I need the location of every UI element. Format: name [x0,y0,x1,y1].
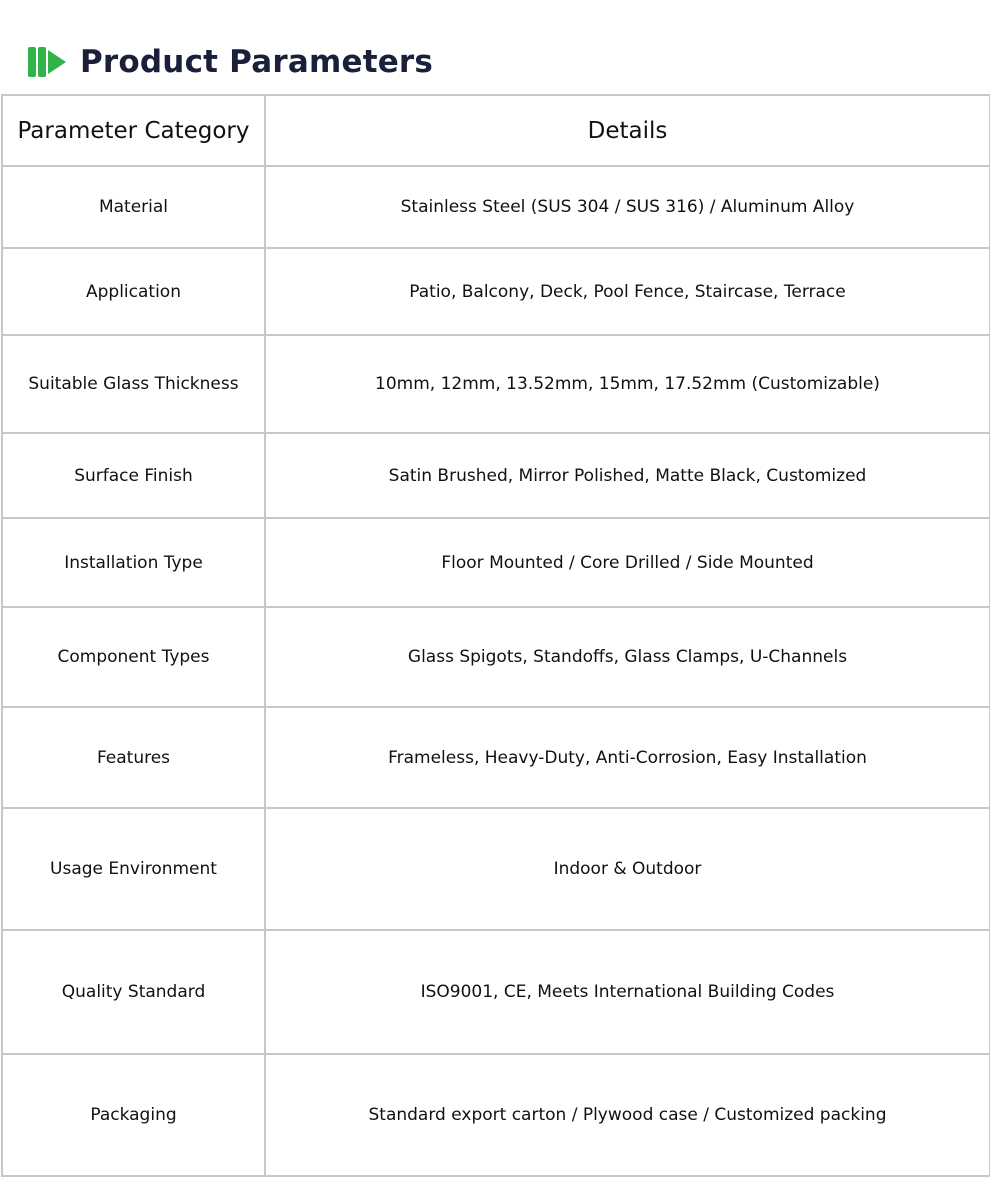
row-details: Standard export carton / Plywood case / Customized packing [265,1054,990,1176]
table-row [2,166,990,248]
table-row [2,335,990,433]
row-details: Frameless, Heavy-Duty, Anti-Corrosion, Easy Installation [265,707,990,808]
section-heading [26,40,433,84]
table-row [2,707,990,808]
row-details: 10mm, 12mm, 13.52mm, 15mm, 17.52mm (Customizable) [265,335,990,433]
row-category: Material [2,166,265,248]
column-header-details: Details [265,95,990,166]
table-row [2,1054,990,1176]
product-parameters-table [1,94,990,1177]
row-details: Stainless Steel (SUS 304 / SUS 316) / Aluminum Alloy [265,166,990,248]
table-header-row [2,95,990,166]
row-category: Installation Type [2,518,265,607]
table-row [2,248,990,335]
row-category: Quality Standard [2,930,265,1054]
row-category: Suitable Glass Thickness [2,335,265,433]
row-details: Satin Brushed, Mirror Polished, Matte Black, Customized [265,433,990,518]
row-details: Floor Mounted / Core Drilled / Side Mounted [265,518,990,607]
row-details: Patio, Balcony, Deck, Pool Fence, Staircase, Terrace [265,248,990,335]
table-row [2,808,990,930]
table-row [2,518,990,607]
table-row [2,607,990,707]
row-category: Packaging [2,1054,265,1176]
row-category: Usage Environment [2,808,265,930]
row-category: Surface Finish [2,433,265,518]
row-category: Component Types [2,607,265,707]
table-row [2,930,990,1054]
section-title: Product Parameters [80,44,434,80]
column-header-category: Parameter Category [2,95,265,166]
row-category: Features [2,707,265,808]
speaker-icon [26,42,70,82]
row-details: Glass Spigots, Standoffs, Glass Clamps, U-Channels [265,607,990,707]
row-category: Application [2,248,265,335]
table-row [2,433,990,518]
row-details: Indoor & Outdoor [265,808,990,930]
row-details: ISO9001, CE, Meets International Building Codes [265,930,990,1054]
